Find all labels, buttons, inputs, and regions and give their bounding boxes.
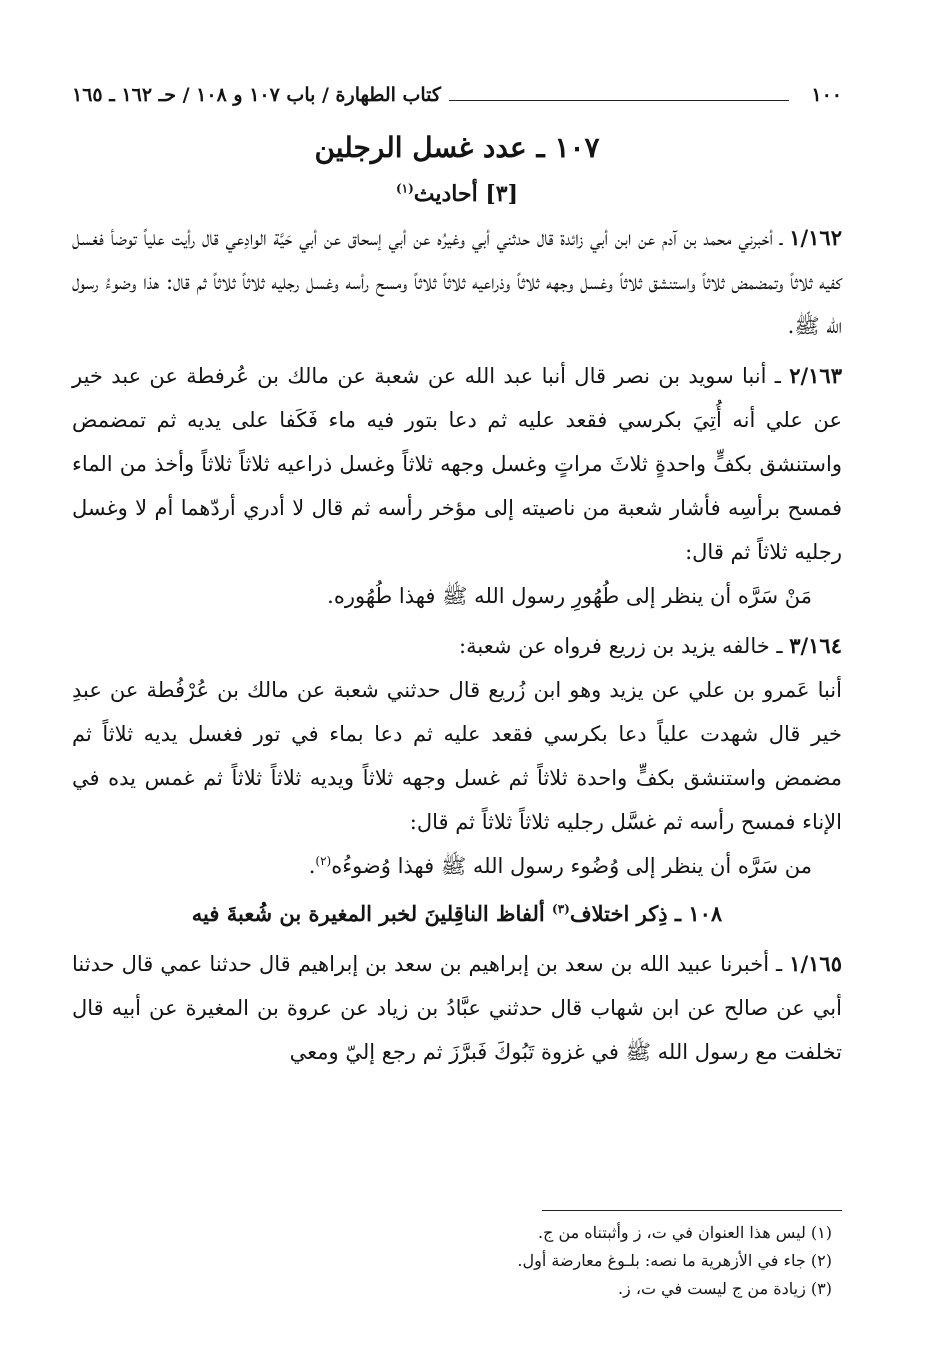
header-rule	[449, 100, 789, 101]
hadith-164	[72, 624, 842, 888]
hadith-quote: من سَرَّه أن ينظر إلى وُضُوء رسول الله ﷺ فهذا وُضوءُه$^{(٢)}$.	[308, 854, 812, 878]
hadith-text: ـ أنبا سويد بن نصر قال أنبا عبد الله عن شعبة عن مالك بن عُرفطة عن عبد خير عن علي أنه أُتِيَ بكرسي فقعد عليه ثم دعا بتور فيه ماء فَكَفا على يديه ثم تمضمض واستنشق بكفٍّ واحدةٍ ثلاثَ مراتٍ وغسل وجهه ثلاثاً وغسل ذراعيه ثلاثاً ثلاثاً وأخذ من الماء فمسح برأسِه فأشار شعبة من ناصيته إلى مؤخر رأسه ثم قال لا أدري أردّهما أم لا وغسل رجليه ثلاثاً ثم قال:	[72, 364, 842, 564]
page	[72, 80, 842, 1074]
page-number: ١٠٠	[811, 84, 842, 106]
footnote-3: (٣) زيادة من ج ليست في ت، ز.	[617, 1279, 832, 1298]
hadith-text: أنبا عَمرو بن علي عن يزيد وهو ابن زُريع قال حدثني شعبة عن مالك بن عُرْفُطة عن عبدِ خير قال شهدت علياً دعا بكرسي فقعد عليه ثم دعا بماء في تور فغسل يديه ثلاثاً ثم مضمض واستنشق بكفٍّ واحدة ثلاثاً ثم غسل وجهه ثلاثاً ويديه ثلاثاً ثلاثاً ثم غمس يده في الإناء فمسح رأسه ثم غسَّل رجليه ثلاثاً ثلاثاً ثم قال:	[72, 678, 842, 834]
hadith-text: ـ أخبرني محمد بن آدم عن ابن أبي زائدة قال حدثني أبي وغيرُه عن أبي إسحاق عن أبي حَيَّة الوادِعي قال رأيت علياً توضأ فغسل كفيه ثلاثاً وتمضمض ثلاثاً واستنشق ثلاثاً وغسل وجهه ثلاثاً وذراعيه ثلاثاً ثلاثاً ومسح رأسه وغسل رجليه ثلاثاً ثلاثاً ثم قال: هذا وضوءُ رسول الله ﷺ.	[72, 226, 842, 338]
footnote-ref-1: (١)	[395, 181, 414, 196]
section-108-title: ١٠٨ ـ ذِكر اختلاف$^{(٣)}$ ألفاظ الناقِلينَ لخبر المغيرة بن شُعبةَ فيه	[191, 901, 723, 926]
hadith-number: ١/١٦٥	[789, 951, 842, 976]
chapter-title: ١٠٧ ـ عدد غسل الرجلين	[314, 131, 600, 164]
book-reference: كتاب الطهارة / باب ١٠٧ و ١٠٨ / حـ ١٦٢ ـ ١٦٥	[72, 84, 441, 106]
footnotes	[72, 1210, 842, 1303]
hadith-text: ـ أخبرنا عبيد الله بن سعد بن إبراهيم بن سعد بن إبراهيم قال حدثنا عمي قال حدثنا أبي عن صالح عن ابن شهاب قال حدثني عبَّادُ بن زياد عن عروة بن المغيرة عن أبيه قال تخلفت مع رسول الله ﷺ في غزوة تَبُوكَ فَبرَّزَ ثم رجع إليّ ومعي	[72, 952, 842, 1064]
footnote-ref-2: (٢)	[315, 854, 332, 868]
hadith-165	[72, 942, 842, 1074]
hadith-intro: ـ خالفه يزيد بن زريع فرواه عن شعبة:	[459, 634, 790, 658]
hadith-number: ٢/١٦٣	[789, 363, 842, 388]
hadith-162	[72, 216, 842, 348]
subheading-text: [٣] أحاديث	[413, 181, 519, 207]
hadith-163	[72, 354, 842, 618]
footnote-1: (١) ليس هذا العنوان في ت، ز وأثبتناه من ج.	[537, 1223, 832, 1242]
hadith-number: ٣/١٦٤	[789, 633, 842, 658]
chapter-subheading	[72, 178, 842, 210]
hadith-quote: مَنْ سَرَّه أن ينظر إلى طُهُورِ رسول الله ﷺ فهذا طُهُوره.	[327, 584, 812, 608]
hadith-number: ١/١٦٢	[789, 225, 842, 250]
footnote-ref-3: (٣)	[552, 902, 570, 916]
running-head	[72, 80, 842, 106]
footnote-rule	[542, 1210, 842, 1211]
footnote-2: (٢) جاء في الأزهرية ما نصه: بلـوغ معارضة أول.	[517, 1251, 832, 1270]
